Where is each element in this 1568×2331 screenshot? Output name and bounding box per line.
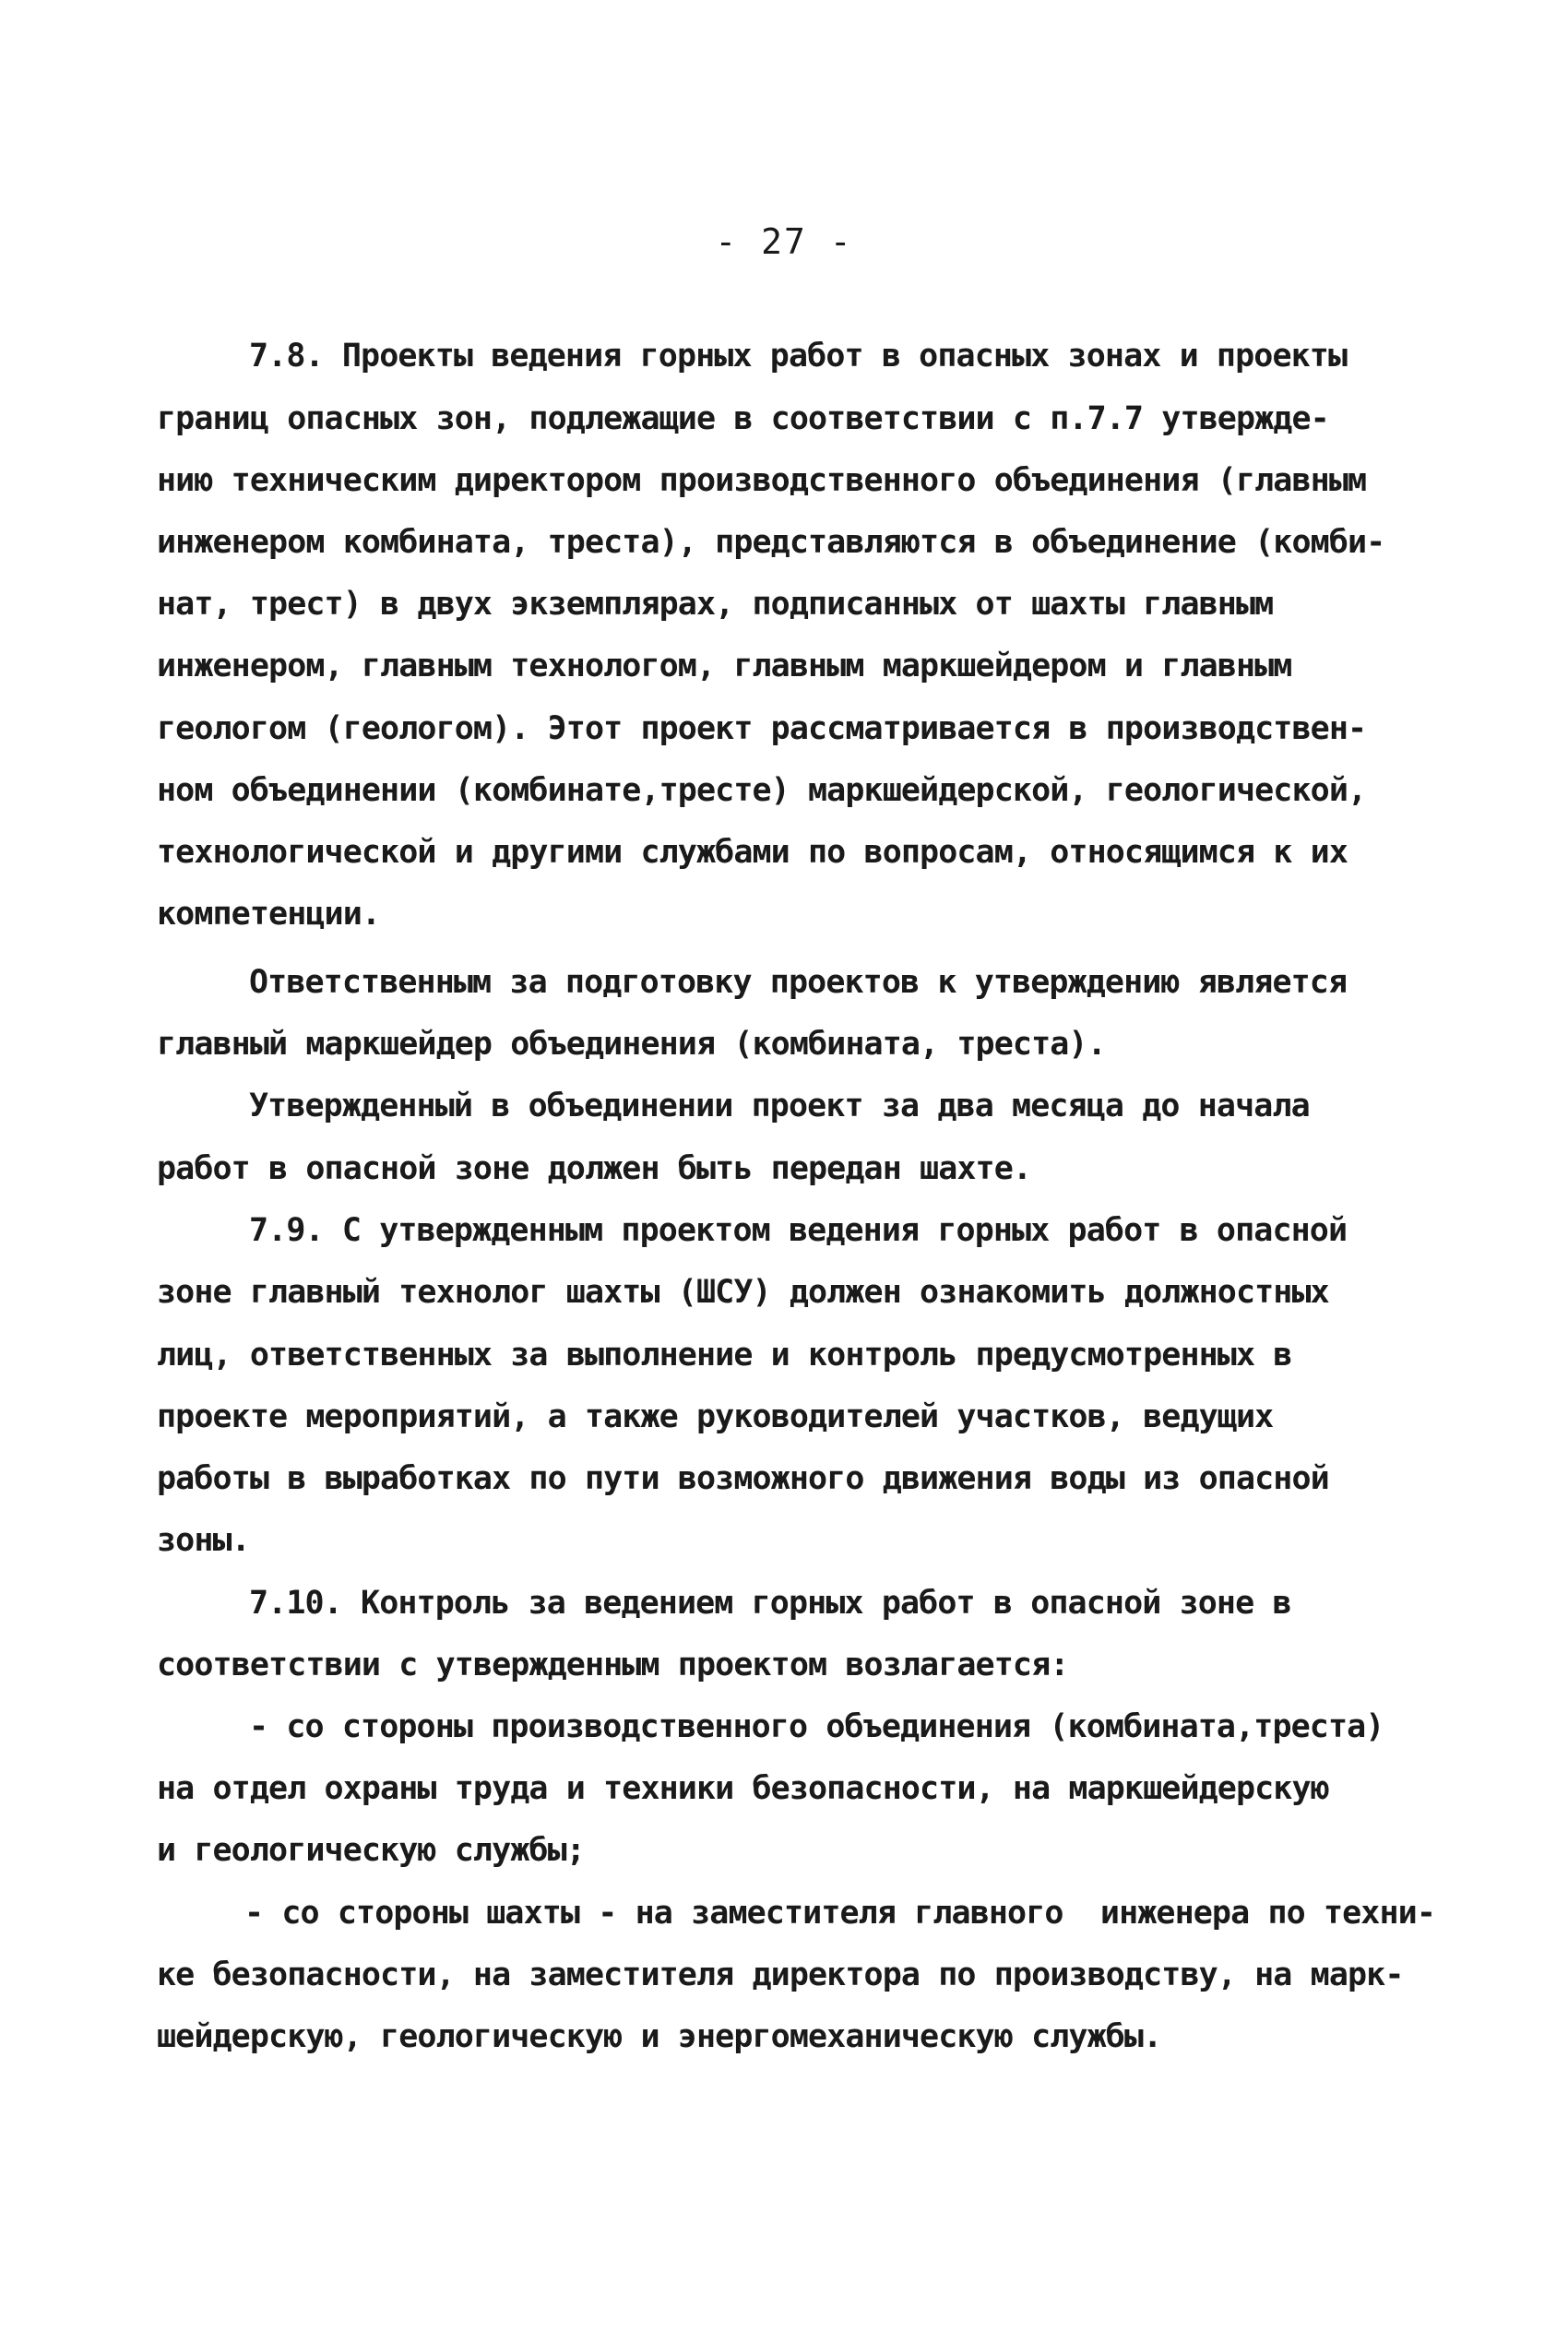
text-line: инженером комбината, треста), представляются в объединение (комби- <box>157 524 1385 561</box>
text-line: - со стороны шахты - на заместителя главного инженера по техни- <box>244 1895 1435 1932</box>
text-line: на отдел охраны труда и техники безопасности, на маркшейдерскую <box>157 1770 1329 1807</box>
text-line: работы в выработках по пути возможного движения воды из опасной <box>157 1460 1329 1497</box>
text-line: ном объединении (комбинате,тресте) маркшейдерской, геологической, <box>157 772 1367 809</box>
text-line: зоны. <box>157 1522 250 1559</box>
text-line: лиц, ответственных за выполнение и контроль предусмотренных в <box>157 1337 1292 1374</box>
text-line: 7.8. Проекты ведения горных работ в опасных зонах и проекты <box>249 338 1348 375</box>
text-line: технологической и другими службами по вопросам, относящимся к их <box>157 834 1348 871</box>
text-line: проекте мероприятий, а также руководителей участков, ведущих <box>157 1398 1274 1435</box>
text-line: ке безопасности, на заместителя директора по производству, на марк- <box>157 1956 1404 1993</box>
text-line: - со стороны производственного объединения (комбината,треста) <box>249 1708 1384 1745</box>
text-line: Утвержденный в объединении проект за два месяца до начала <box>249 1088 1310 1124</box>
text-line: главный маркшейдер объединения (комбината, треста). <box>157 1026 1106 1063</box>
text-line: инженером, главным технологом, главным маркшейдером и главным <box>157 648 1292 684</box>
text-line: границ опасных зон, подлежащие в соответствии с п.7.7 утвержде- <box>157 400 1329 437</box>
text-line: 7.10. Контроль за ведением горных работ в опасной зоне в <box>249 1585 1291 1622</box>
page-number: - 27 - <box>715 221 853 262</box>
text-line: нию техническим директором производственного объединения (главным <box>157 462 1367 499</box>
text-line: работ в опасной зоне должен быть передан шахте. <box>157 1150 1032 1187</box>
text-line: соответствии с утвержденным проектом возлагается: <box>157 1647 1069 1683</box>
text-line: компетенции. <box>157 896 381 933</box>
text-line: геологом (геологом). Этот проект рассматривается в производствен- <box>157 710 1367 747</box>
text-line: 7.9. С утвержденным проектом ведения горных работ в опасной <box>249 1212 1348 1249</box>
text-line: и геологическую службы; <box>157 1832 585 1869</box>
text-line: шейдерскую, геологическую и энергомеханическую службы. <box>157 2018 1162 2055</box>
text-line: Ответственным за подготовку проектов к утверждению является <box>249 964 1348 1001</box>
text-line: зоне главный технолог шахты (ШСУ) должен ознакомить должностных <box>157 1274 1329 1311</box>
text-line: нат, трест) в двух экземплярах, подписанных от шахты главным <box>157 586 1274 623</box>
